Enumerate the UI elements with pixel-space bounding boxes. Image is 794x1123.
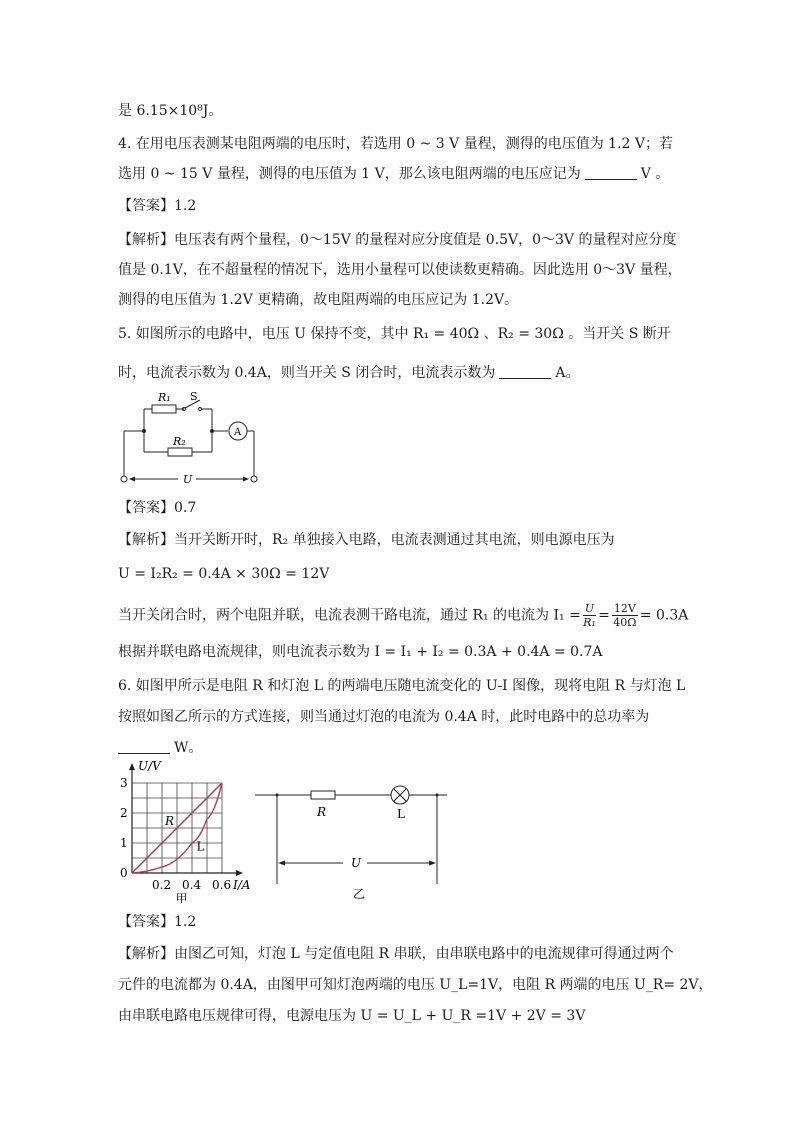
q6-series-circuit — [255, 780, 455, 900]
q5-circuit-diagram — [112, 388, 272, 488]
q6-answer: 【答案】1.2 — [118, 914, 197, 930]
q6-circuit-l-label: L — [397, 807, 405, 821]
q5-line-2-text: 时，电流表示数为 0.4A，则当开关 S 闭合时，电流表示数为 — [118, 365, 496, 381]
y-axis-arrow — [129, 763, 135, 770]
series-label-l: L — [196, 839, 205, 854]
q4-explanation-2: 值是 0.1V，在不超量程的情况下，选用小量程可以使读数更精确。因此选用 0～3V 量程， — [118, 262, 682, 278]
y-tick-label: 0 — [120, 866, 128, 880]
q6-circuit-u-label: U — [351, 856, 362, 870]
q6-explanation-3: 由串联电路电压规律可得，电源电压为 U = U_L + U_R =1V + 2V = 3V — [118, 1008, 586, 1024]
q6-explanation-1: 【解析】由图乙可知，灯泡 L 与定值电阻 R 串联，由串联电路中的电流规律可得通过两个 — [118, 946, 674, 962]
q5-line-1: 5. 如图所示的电路中，电压 U 保持不变，其中 R₁ = 40Ω 、R₂ = 30Ω 。当开关 S 断开 — [118, 326, 671, 342]
q4-unit: V 。 — [640, 166, 670, 182]
q5-r2-label: R₂ — [173, 435, 186, 448]
q4-line-2 — [118, 164, 669, 184]
q5-r1-label: R₁ — [158, 391, 171, 404]
y-axis-label: U/V — [138, 759, 161, 773]
x-axis-arrow — [236, 870, 243, 876]
prev-answer-fragment: 是 6.15×10⁸J。 — [118, 103, 223, 119]
q5-fraction-u-r1: $\frac{U}{\text{R₁}}$ — [583, 602, 596, 629]
q5-explanation-2-text: 当开关闭合时，两个电阻并联，电流表测干路电流，通过 R₁ 的电流为 I₁ = — [118, 607, 581, 624]
q6-ui-graph — [112, 758, 262, 903]
q4-explanation-1: 【解析】电压表有两个量程，0～15V 的量程对应分度值是 0.5V，0～3V 的量程对应分度 — [118, 232, 677, 248]
q4-answer: 【答案】1.2 — [118, 198, 197, 214]
series-label-r: R — [165, 814, 175, 828]
q5-answer: 【答案】0.7 — [118, 500, 197, 516]
q6-line-2: 按照如图乙所示的方式连接，则当通过灯泡的电流为 0.4A 时，此时电路中的总功率为 — [118, 709, 650, 725]
q5-explanation-1: 【解析】当开关断开时，R₂ 单独接入电路，电流表测通过其电流，则电源电压为 — [118, 532, 615, 548]
q6-unit: W。 — [174, 740, 203, 756]
q5-explanation-2: 当开关闭合时，两个电阻并联，电流表测干路电流，通过 R₁ 的电流为 I₁ = $\frac{U}{\text{R₁}}$ = $\frac{12V}{40\Omega}$ = 0.3A — [118, 602, 689, 629]
graph-caption: 甲 — [175, 892, 188, 903]
q6-line-3 — [118, 738, 202, 758]
q4-line-2-text: 选用 0 ~ 15 V 量程，测得的电压值为 1 V，那么该电阻两端的电压应记为 — [118, 166, 581, 182]
q5-ammeter-label: A — [234, 427, 242, 438]
q5-voltage-label: U — [183, 473, 193, 486]
q5-line-2 — [118, 363, 579, 383]
q6-line-1: 6. 如图甲所示是电阻 R 和灯泡 L 的两端电压随电流变化的 U-I 图像，现将电阻 R 与灯泡 L — [118, 678, 686, 694]
q5-answer-blank — [499, 364, 551, 379]
x-tick-label: 0.4 — [182, 878, 202, 892]
x-tick-label: 0.2 — [152, 878, 172, 892]
q5-explanation-2-result: = 0.3A — [639, 607, 689, 624]
q4-explanation-3: 测得的电压值为 1.2V 更精确，故电阻两端的电压应记为 1.2V。 — [118, 292, 519, 308]
q4-line-1: 4. 在用电压表测某电阻两端的电压时，若选用 0 ~ 3 V 量程，测得的电压值为 1.2 V；若 — [118, 136, 673, 152]
q5-explanation-3: 根据并联电路电流规律，则电流表示数为 I = I₁ + I₂ = 0.3A + 0.4A = 0.7A — [118, 644, 603, 660]
q5-fraction-values: $\frac{12V}{40\Omega}$ — [613, 602, 637, 629]
x-tick-label: 0.6 — [212, 878, 232, 892]
y-tick-label: 1 — [120, 836, 128, 850]
q6-circuit-caption: 乙 — [353, 887, 366, 900]
q5-switch-label: S — [190, 390, 198, 403]
y-tick-label: 2 — [120, 806, 128, 820]
q6-answer-blank — [118, 739, 170, 754]
q5-equation-1: U = I₂R₂ = 0.4A × 30Ω = 12V — [118, 566, 330, 582]
x-axis-label: I/A — [233, 878, 251, 892]
q6-explanation-2: 元件的电流都为 0.4A，由图甲可知灯泡两端的电压 U_L=1V，电阻 R 两端的电压 U_R= 2V， — [118, 977, 713, 993]
q5-unit: A。 — [555, 365, 580, 381]
q4-answer-blank — [585, 165, 637, 180]
q6-circuit-r-label: R — [317, 805, 327, 819]
y-tick-label: 3 — [120, 776, 128, 790]
